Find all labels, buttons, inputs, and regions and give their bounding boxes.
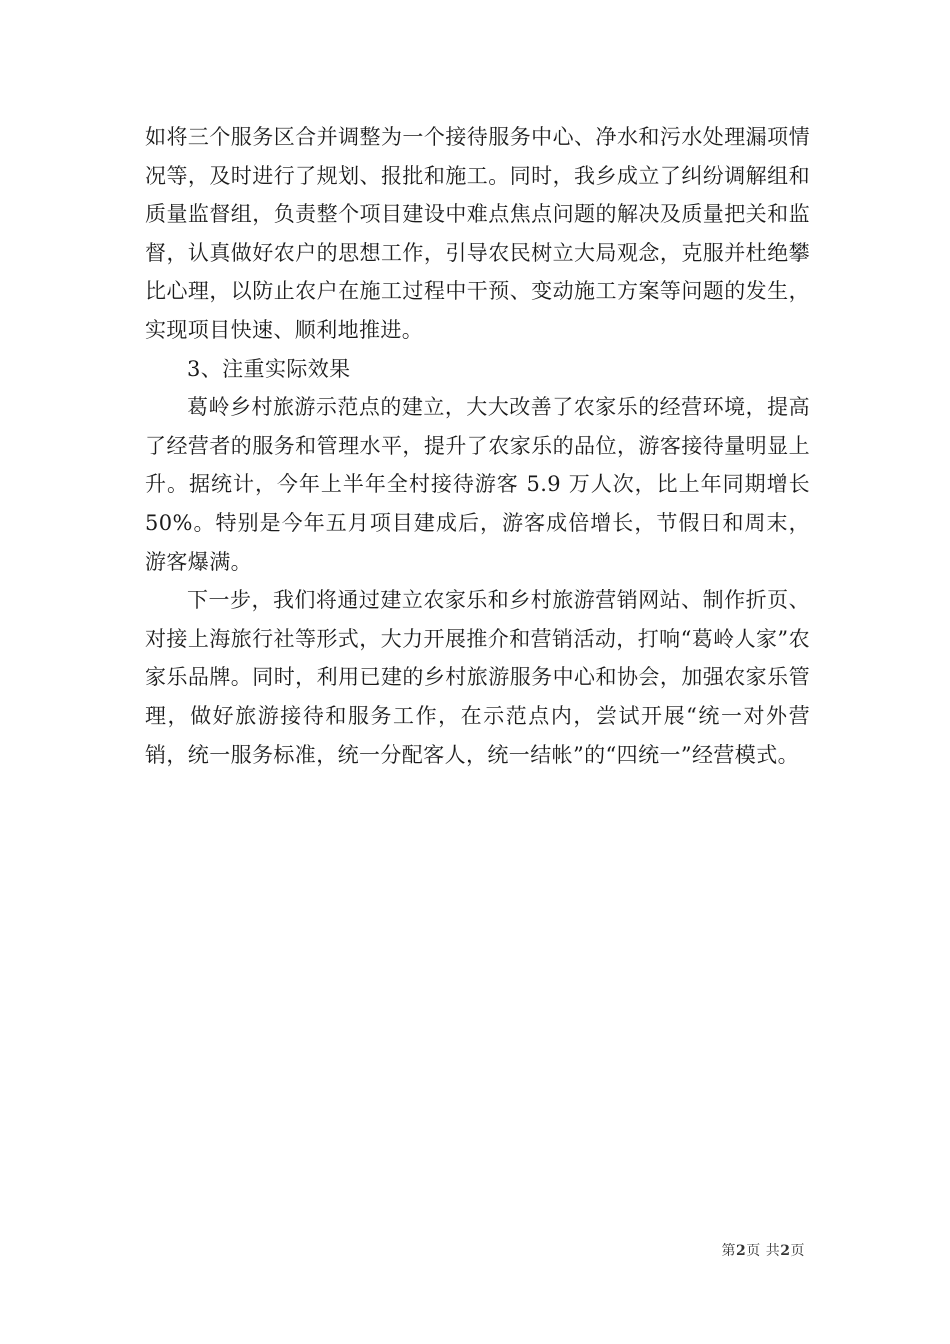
- footer-suffix: 页: [790, 1243, 805, 1259]
- paragraph-continuation: 如将三个服务区合并调整为一个接待服务中心、净水和污水处理漏项情况等，及时进行了规划、报批和施工。同时，我乡成立了纠纷调解组和质量监督组，负责整个项目建设中难点焦点问题的解决及质量把关和监督，认真做好农户的思想工作，引导农民树立大局观念，克服并杜绝攀比心理，以防止农户在施工过程中干预、变动施工方案等问题的发生，实现项目快速、顺利地推进。: [145, 125, 810, 342]
- paragraph-next-steps: 下一步，我们将通过建立农家乐和乡村旅游营销网站、制作折页、对接上海旅行社等形式，大力开展推介和营销活动，打响“葛岭人家”农家乐品牌。同时，利用已建的乡村旅游服务中心和协会，加强农家乐管理，做好旅游接待和服务工作，在示范点内，尝试开展“统一对外营销，统一服务标准，统一分配客人，统一结帐”的“四统一”经营模式。: [145, 588, 810, 767]
- section-heading: 3、注重实际效果: [187, 356, 351, 381]
- footer-prefix: 第: [721, 1243, 737, 1259]
- footer-middle: 页 共: [746, 1243, 781, 1259]
- page-number-footer: [722, 1240, 805, 1260]
- paragraph-effects: 葛岭乡村旅游示范点的建立，大大改善了农家乐的经营环境，提高了经营者的服务和管理水平，提升了农家乐的品位，游客接待量明显上升。据统计，今年上半年全村接待游客 5.9 万人次，比上年同期增长 50%。特别是今年五月项目建成后，游客成倍增长，节假日和周末，游客爆满。: [145, 395, 810, 574]
- footer-total-pages: 2: [780, 1243, 791, 1259]
- footer-current-page: 2: [736, 1243, 747, 1259]
- document-body: [145, 118, 810, 774]
